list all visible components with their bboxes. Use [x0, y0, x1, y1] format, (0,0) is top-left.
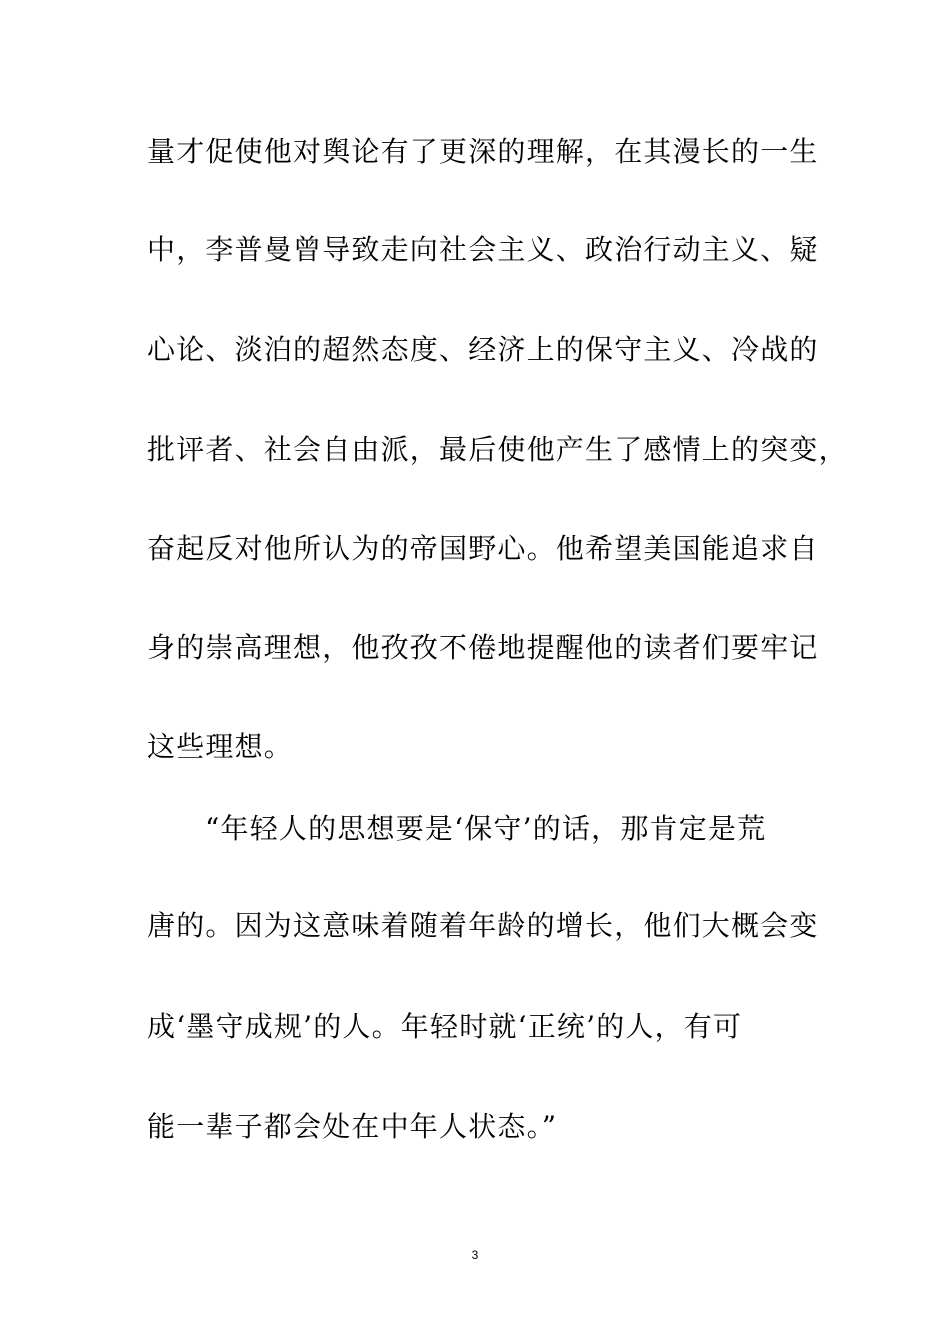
text-line: 成‘墨守成规’的人。年轻时就‘正统’的人，有可 — [147, 1010, 743, 1043]
text-line: 量才促使他对舆论有了更深的理解，在其漫长的一生 — [147, 135, 819, 168]
text-line: 中，李普曼曾导致走向社会主义、政治行动主义、疑 — [147, 233, 819, 266]
text-line: 身的崇高理想，他孜孜不倦地提醒他的读者们要牢记 — [147, 631, 819, 664]
text-line: 心论、淡泊的超然态度、经济上的保守主义、冷战的 — [147, 333, 819, 366]
text-line: 奋起反对他所认为的帝国野心。他希望美国能追求自 — [147, 532, 819, 565]
text-line: 唐的。因为这意味着随着年龄的增长，他们大概会变 — [147, 909, 819, 942]
page-number: 3 — [471, 1248, 479, 1262]
text-line: 批评者、社会自由派，最后使他产生了感情上的突变， — [147, 433, 848, 466]
text-line: “年轻人的思想要是‘保守’的话，那肯定是荒 — [205, 812, 767, 845]
text-line: 这些理想。 — [147, 730, 294, 763]
text-line: 能一辈子都会处在中年人状态。” — [147, 1110, 558, 1143]
